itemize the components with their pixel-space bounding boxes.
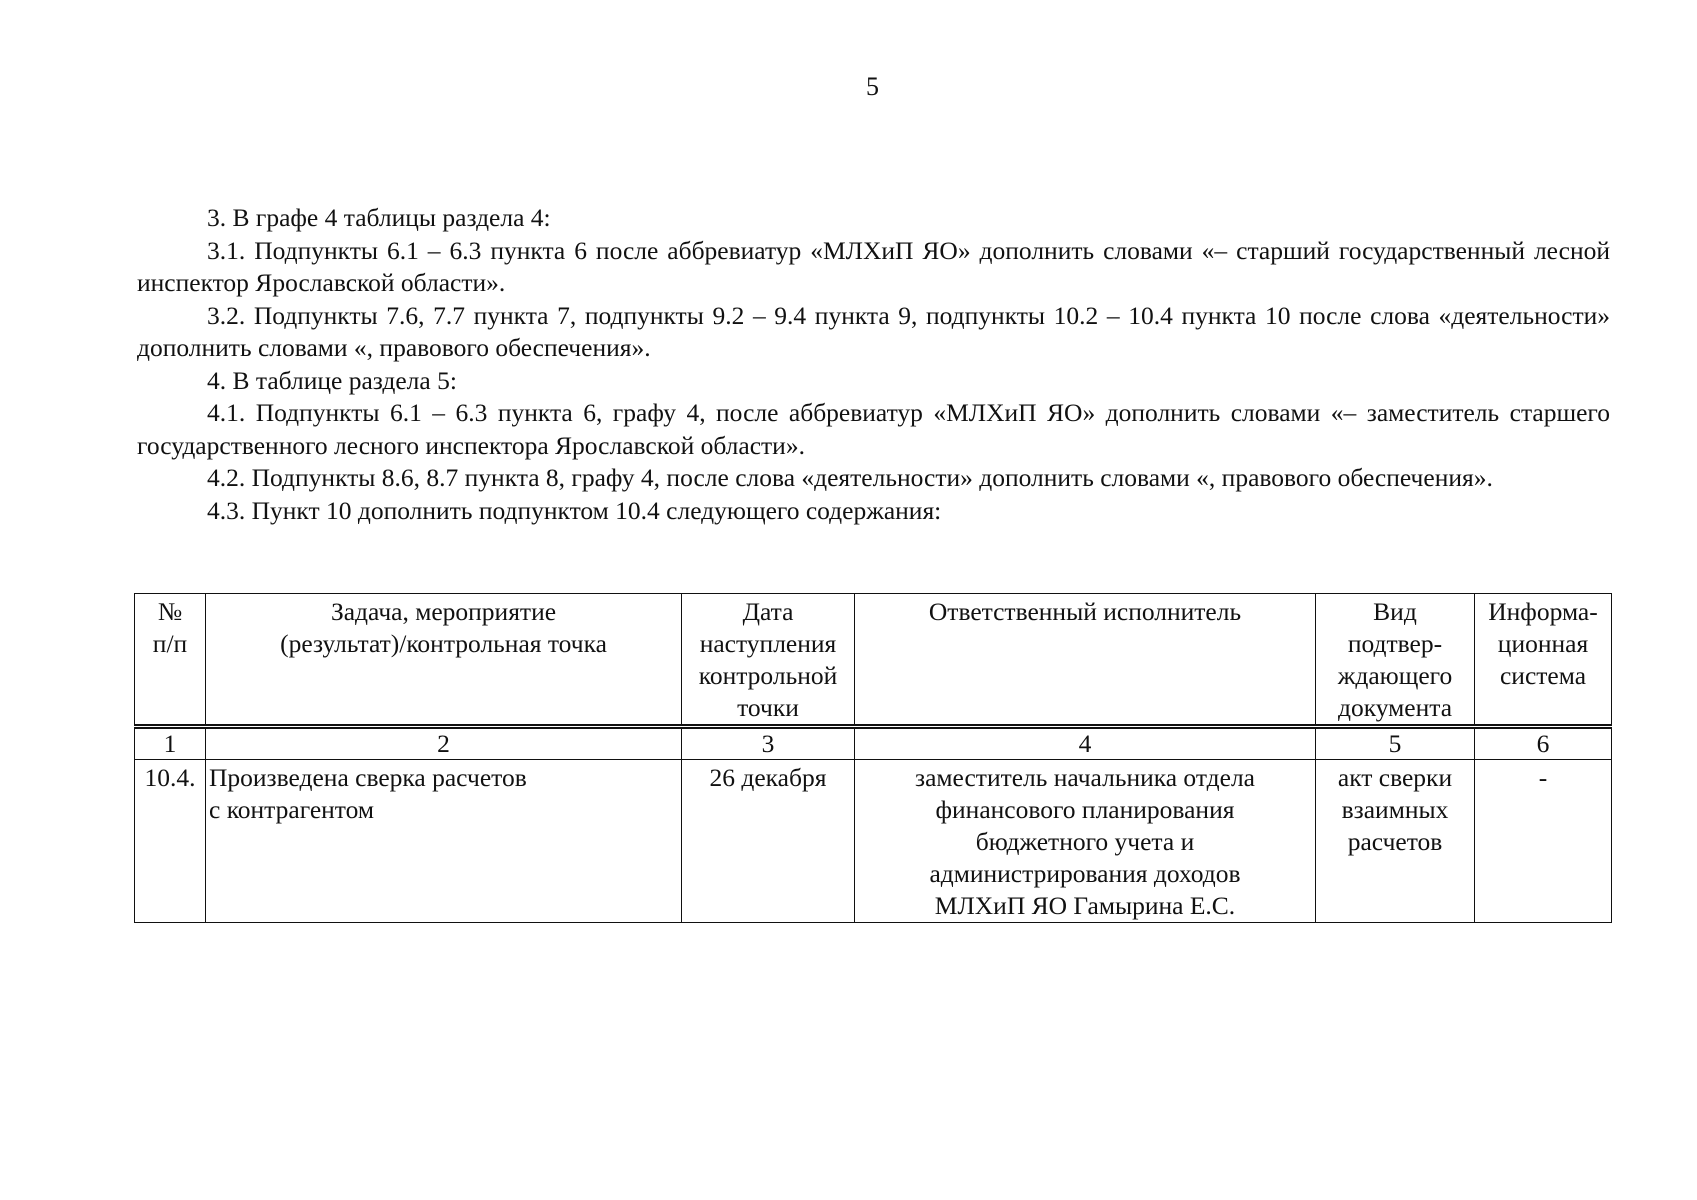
paragraph-section-4: 4. В таблице раздела 5:	[207, 365, 457, 395]
amendment-table	[134, 593, 1612, 923]
column-number-1: 1	[135, 727, 206, 760]
document-body	[137, 202, 1610, 527]
cell-document: акт сверки взаимных расчетов	[1316, 760, 1475, 923]
table-row	[135, 760, 1612, 923]
page-number: 5	[866, 72, 879, 101]
header-system: Информа- ционная система	[1475, 594, 1612, 727]
cell-task: Произведена сверка расчетов с контрагентом	[206, 760, 682, 923]
paragraph-4-2: 4.2. Подпункты 8.6, 8.7 пункта 8, графу 4, после слова «деятельности» дополнить словами «, правового обеспечения».	[207, 463, 1493, 492]
column-number-6: 6	[1475, 727, 1612, 760]
cell-date: 26 декабря	[682, 760, 855, 923]
paragraph-section-3: 3. В графе 4 таблицы раздела 4:	[207, 203, 551, 232]
paragraph-3-1: 3.1. Подпункты 6.1 – 6.3 пункта 6 после аббревиатур «МЛХиП ЯО» дополнить словами «– старший государственный лесной инспектор Ярославской области».	[137, 235, 1610, 297]
paragraph-4-1: 4.1. Подпункты 6.1 – 6.3 пункта 6, графу 4, после аббревиатур «МЛХиП ЯО» дополнить словами «– заместитель старшего государственного лесного инспектора Ярославской области».	[137, 398, 1610, 460]
table-column-number-row	[135, 727, 1612, 760]
cell-number: 10.4.	[135, 760, 206, 923]
column-number-2: 2	[206, 727, 682, 760]
column-number-4: 4	[855, 727, 1316, 760]
paragraph-3-2: 3.2. Подпункты 7.6, 7.7 пункта 7, подпункты 9.2 – 9.4 пункта 9, подпункты 10.2 – 10.4 пункта 10 после слова «деятельности» дополнить словами «, правового обеспечения».	[137, 300, 1610, 362]
table-header-row	[135, 594, 1612, 727]
header-document: Вид подтвер- ждающего документа	[1316, 594, 1475, 727]
cell-executor: заместитель начальника отдела финансового планирования бюджетного учета и администрирования доходов МЛХиП ЯО Гамырина Е.С.	[855, 760, 1316, 923]
header-executor: Ответственный исполнитель	[855, 594, 1316, 727]
header-task: Задача, мероприятие (результат)/контрольная точка	[206, 594, 682, 727]
column-number-3: 3	[682, 727, 855, 760]
header-date: Дата наступления контрольной точки	[682, 594, 855, 727]
header-number: № п/п	[135, 594, 206, 727]
column-number-5: 5	[1316, 727, 1475, 760]
paragraph-4-3: 4.3. Пункт 10 дополнить подпунктом 10.4 следующего содержания:	[207, 495, 942, 525]
cell-system: -	[1475, 760, 1612, 923]
